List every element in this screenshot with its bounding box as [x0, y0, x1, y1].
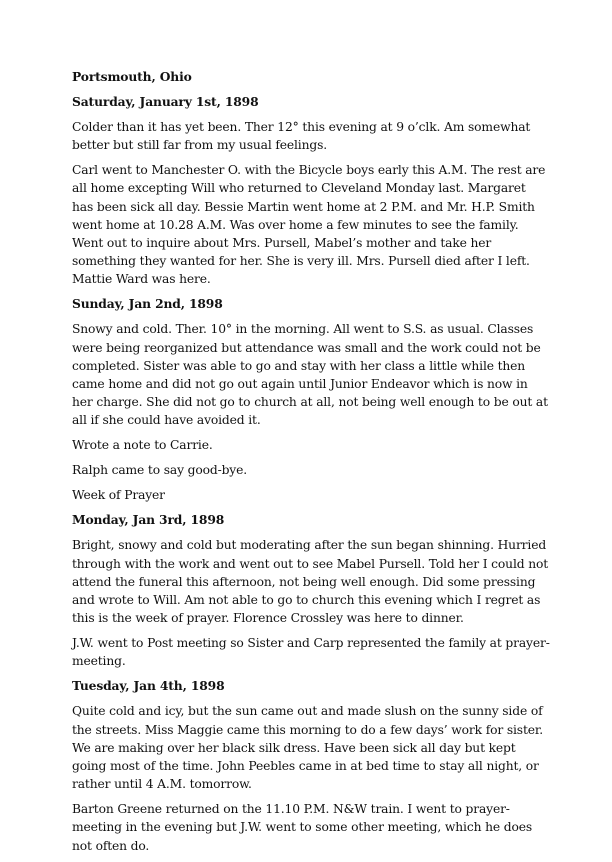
entry-paragraph: Ralph came to say good-bye. — [72, 463, 247, 478]
journal-page — [72, 68, 550, 862]
entry-paragraph: Snowy and cold. Ther. 10° in the morning. All went to S.S. as usual. Classes were being reorganized but attendance was small and the work could not be completed. Sister was able to go and stay with her class a little while then came home and did not go out again until Junior Endeavor which is now in her charge. She did not go to church at all, not being well enough to be out at all if she could have avoided it. — [72, 322, 548, 428]
location-heading: Portsmouth, Ohio — [72, 69, 192, 84]
entry-paragraph: Colder than it has yet been. Ther 12° this evening at 9 o’clk. Am somewhat better but still far from my usual feelings. — [72, 120, 531, 153]
entry-date: Monday, Jan 3rd, 1898 — [72, 512, 225, 528]
entry-date: Tuesday, Jan 4th, 1898 — [72, 678, 225, 694]
entry-paragraph: Quite cold and icy, but the sun came out and made slush on the sunny side of the streets. Miss Maggie came this morning to do a few days’ work for sister. We are making over her black silk dress. Have been sick all day but kept going most of the time. John Peebles came in at bed time to stay all night, or rather until 4 A.M. tomorrow. — [72, 704, 544, 792]
entry-paragraph: Carl went to Manchester O. with the Bicycle boys early this A.M. The rest are all home excepting Will who returned to Cleveland Monday last. Margaret has been sick all day. Bessie Martin went home at 2 P.M. and Mr. H.P. Smith went home at 10.28 A.M. Was over home a few minutes to see the family. Went out to inquire about Mrs. Pursell, Mabel’s mother and take her something they wanted for her. She is very ill. Mrs. Pursell died after I left. Mattie Ward was here. — [72, 163, 546, 287]
entry-paragraph: Week of Prayer — [72, 488, 165, 503]
entry-paragraph: Wrote a note to Carrie. — [72, 438, 213, 453]
entry-paragraph: Bright, snowy and cold but moderating after the sun began shinning. Hurried through with the work and went out to see Mabel Pursell. Told her I could not attend the funeral this afternoon, not being well enough. Did some pressing and wrote to Will. Am not able to go to church this evening which I regret as this is the week of prayer. Florence Crossley was here to dinner. — [72, 538, 549, 626]
entry-date: Saturday, January 1st, 1898 — [72, 94, 259, 109]
entry-date: Sunday, Jan 2nd, 1898 — [72, 296, 223, 312]
entry-paragraph: J.W. went to Post meeting so Sister and Carp represented the family at prayer-meeting. — [72, 636, 550, 669]
entry-paragraph: Barton Greene returned on the 11.10 P.M. N&W train. I went to prayer-meeting in the evening but J.W. went to some other meeting, which he does not often do. — [72, 802, 533, 853]
